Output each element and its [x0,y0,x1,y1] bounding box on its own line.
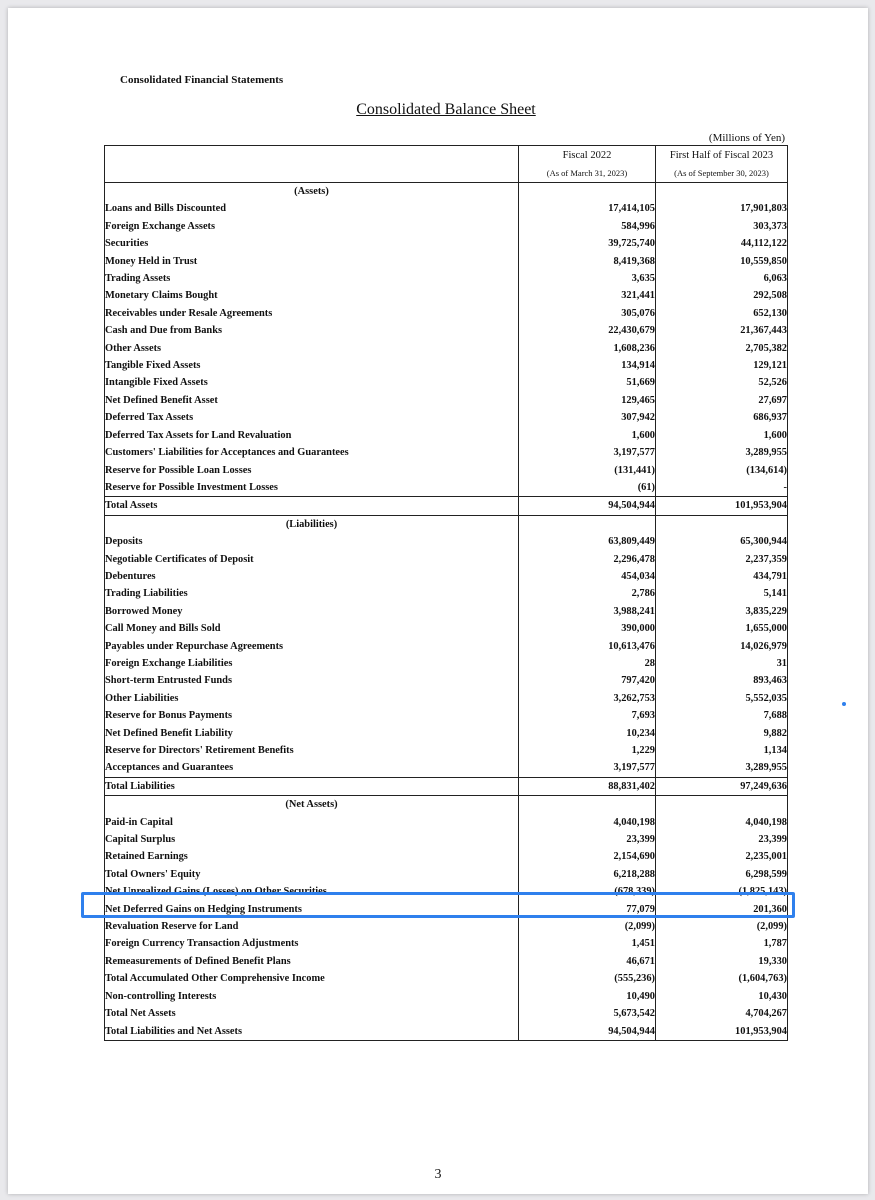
table-row [105,533,788,550]
row-label: Net Unrealized Gains (Losses) on Other Securities [105,883,519,900]
row-label: Reserve for Possible Investment Losses [105,479,519,497]
fiscal-2022-value: 94,504,944 [519,497,656,515]
fiscal-2022-value: 2,296,478 [519,551,656,568]
table-row [105,568,788,585]
first-half-2023-value: 44,112,122 [656,235,788,252]
fiscal-2022-value: 3,262,753 [519,690,656,707]
fiscal-2022-value: (131,441) [519,462,656,479]
row-label: Total Assets [105,497,519,515]
fiscal-2022-value [519,796,656,814]
first-half-2023-value: 2,705,382 [656,340,788,357]
table-row [105,235,788,252]
row-label: Foreign Currency Transaction Adjustments [105,935,519,952]
first-half-2023-value [656,796,788,814]
row-label: Capital Surplus [105,831,519,848]
row-label: Deferred Tax Assets [105,409,519,426]
fiscal-2022-value: 77,079 [519,901,656,918]
fiscal-2022-value: 2,154,690 [519,848,656,865]
first-half-2023-value: 434,791 [656,568,788,585]
first-half-2023-value: 2,235,001 [656,848,788,865]
row-label: Monetary Claims Bought [105,287,519,304]
total-row [105,1023,788,1041]
row-label: Net Deferred Gains on Hedging Instruments [105,901,519,918]
first-half-2023-value: 17,901,803 [656,200,788,217]
row-label: Acceptances and Guarantees [105,759,519,777]
fiscal-2022-value: 1,600 [519,427,656,444]
first-half-2023-value [656,183,788,201]
fiscal-2022-value: 8,419,368 [519,253,656,270]
row-label: Securities [105,235,519,252]
first-half-2023-value: 3,289,955 [656,444,788,461]
first-half-2023-value: 1,600 [656,427,788,444]
fiscal-2022-label: Fiscal 2022 [562,149,612,161]
table-row [105,200,788,217]
fiscal-2022-value: 10,490 [519,988,656,1005]
first-half-2023-value: 652,130 [656,305,788,322]
table-row [105,444,788,461]
fiscal-2022-value: (2,099) [519,918,656,935]
table-row [105,340,788,357]
fiscal-2022-value: 63,809,449 [519,533,656,550]
fiscal-2022-value: 51,669 [519,374,656,391]
fiscal-2022-value: 7,693 [519,707,656,724]
table-row [105,918,788,935]
first-half-2023-value: 3,835,229 [656,603,788,620]
table-row [105,1005,788,1022]
row-label: Reserve for Directors' Retirement Benefits [105,742,519,759]
table-row [105,831,788,848]
balance-sheet-table [104,145,788,1041]
row-label: Payables under Repurchase Agreements [105,638,519,655]
section-row [105,183,788,201]
table-row [105,603,788,620]
fiscal-2022-value: 46,671 [519,953,656,970]
table-row [105,462,788,479]
row-label: Trading Liabilities [105,585,519,602]
fiscal-2022-value: 6,218,288 [519,866,656,883]
first-half-2023-value: 3,289,955 [656,759,788,777]
row-label: Foreign Exchange Liabilities [105,655,519,672]
section-label: (Liabilities) [105,515,519,533]
table-row [105,638,788,655]
first-half-2023-value: 101,953,904 [656,1023,788,1041]
row-label: Total Net Assets [105,1005,519,1022]
fiscal-2022-value: 3,635 [519,270,656,287]
first-half-2023-value: 65,300,944 [656,533,788,550]
fiscal-2022-value: 1,608,236 [519,340,656,357]
row-label: Non-controlling Interests [105,988,519,1005]
total-row [105,497,788,515]
fiscal-2022-value: 1,229 [519,742,656,759]
first-half-2023-value: 4,040,198 [656,814,788,831]
first-half-2023-value: 201,360 [656,901,788,918]
section-row [105,796,788,814]
row-label: Money Held in Trust [105,253,519,270]
fiscal-2022-value: 129,465 [519,392,656,409]
table-row [105,322,788,339]
first-half-2023-value: 9,882 [656,725,788,742]
first-half-2023-value: (1,604,763) [656,970,788,987]
row-label: Deferred Tax Assets for Land Revaluation [105,427,519,444]
table-row [105,585,788,602]
fiscal-2022-value: 94,504,944 [519,1023,656,1041]
fiscal-2022-value: 3,988,241 [519,603,656,620]
row-label: Total Accumulated Other Comprehensive Income [105,970,519,987]
table-row [105,988,788,1005]
table-row [105,814,788,831]
total-row [105,777,788,795]
fiscal-2022-value: 3,197,577 [519,444,656,461]
row-label: Borrowed Money [105,603,519,620]
fiscal-2022-value: 2,786 [519,585,656,602]
row-label: Total Liabilities and Net Assets [105,1023,519,1041]
table-row [105,374,788,391]
fiscal-2022-value: (61) [519,479,656,497]
table-row [105,270,788,287]
fiscal-2022-column-header [519,146,656,183]
row-label: Remeasurements of Defined Benefit Plans [105,953,519,970]
first-half-2023-value [656,515,788,533]
table-row [105,759,788,777]
fiscal-2022-value: 134,914 [519,357,656,374]
first-half-2023-value: 23,399 [656,831,788,848]
row-label: Other Assets [105,340,519,357]
first-half-2023-value: 303,373 [656,218,788,235]
table-row [105,357,788,374]
row-label: Reserve for Bonus Payments [105,707,519,724]
table-row [105,707,788,724]
first-half-2023-value: 5,552,035 [656,690,788,707]
row-label: Net Defined Benefit Liability [105,725,519,742]
row-label: Other Liabilities [105,690,519,707]
first-half-2023-value: 97,249,636 [656,777,788,795]
row-label: Loans and Bills Discounted [105,200,519,217]
row-label: Paid-in Capital [105,814,519,831]
row-label: Foreign Exchange Assets [105,218,519,235]
first-half-2023-value: 6,063 [656,270,788,287]
first-half-2023-value: 14,026,979 [656,638,788,655]
fiscal-2022-value [519,183,656,201]
row-label: Debentures [105,568,519,585]
table-header-row [105,146,788,183]
first-half-2023-value: 129,121 [656,357,788,374]
fiscal-2022-value: 39,725,740 [519,235,656,252]
table-row [105,690,788,707]
fiscal-2022-value: 584,996 [519,218,656,235]
first-half-2023-value: 893,463 [656,672,788,689]
table-row [105,725,788,742]
row-label: Customers' Liabilities for Acceptances and Guarantees [105,444,519,461]
table-row [105,392,788,409]
fiscal-2022-value: 321,441 [519,287,656,304]
first-half-2023-value: (1,825,143) [656,883,788,900]
table-row [105,427,788,444]
blue-dot-marker [842,702,846,706]
first-half-2023-value: 6,298,599 [656,866,788,883]
fiscal-2022-value: 390,000 [519,620,656,637]
row-label: Intangible Fixed Assets [105,374,519,391]
page-title: Consolidated Balance Sheet [356,101,536,118]
row-label: Retained Earnings [105,848,519,865]
first-half-2023-value: (134,614) [656,462,788,479]
row-label: Cash and Due from Banks [105,322,519,339]
table-row [105,848,788,865]
first-half-2023-value: 10,430 [656,988,788,1005]
fiscal-2022-value: 88,831,402 [519,777,656,795]
table-row [105,253,788,270]
first-half-2023-value: 27,697 [656,392,788,409]
first-half-2023-value: (2,099) [656,918,788,935]
first-half-2023-value: 21,367,443 [656,322,788,339]
fiscal-2022-value: 5,673,542 [519,1005,656,1022]
first-half-2023-date: (As of September 30, 2023) [674,167,769,178]
document-heading: Consolidated Financial Statements [120,74,284,86]
fiscal-2022-value: 1,451 [519,935,656,952]
fiscal-2022-value: 3,197,577 [519,759,656,777]
first-half-2023-value: 101,953,904 [656,497,788,515]
first-half-2023-value: 52,526 [656,374,788,391]
first-half-2023-value: 10,559,850 [656,253,788,270]
fiscal-2022-date: (As of March 31, 2023) [546,167,628,178]
table-row [105,883,788,900]
fiscal-2022-value: 305,076 [519,305,656,322]
table-row [105,742,788,759]
unit-note: (Millions of Yen) [708,132,785,144]
table-row [105,287,788,304]
table-row [105,218,788,235]
row-label: Short-term Entrusted Funds [105,672,519,689]
fiscal-2022-value: 454,034 [519,568,656,585]
section-label: (Assets) [105,183,519,201]
section-row [105,515,788,533]
row-label: Net Defined Benefit Asset [105,392,519,409]
row-label: Receivables under Resale Agreements [105,305,519,322]
fiscal-2022-value: 28 [519,655,656,672]
first-half-2023-value: 292,508 [656,287,788,304]
fiscal-2022-value: 10,234 [519,725,656,742]
table-row [105,866,788,883]
table-row [105,305,788,322]
first-half-2023-value: 31 [656,655,788,672]
row-label: Revaluation Reserve for Land [105,918,519,935]
first-half-2023-value: 686,937 [656,409,788,426]
table-row [105,672,788,689]
table-row [105,409,788,426]
table-row [105,970,788,987]
label-column-header [105,146,519,183]
section-label: (Net Assets) [105,796,519,814]
fiscal-2022-value: 797,420 [519,672,656,689]
table-row [105,655,788,672]
first-half-2023-value: 5,141 [656,585,788,602]
first-half-2023-value: 1,655,000 [656,620,788,637]
first-half-2023-value: 1,787 [656,935,788,952]
row-label: Call Money and Bills Sold [105,620,519,637]
fiscal-2022-value: 10,613,476 [519,638,656,655]
table-row [105,620,788,637]
first-half-2023-value: 19,330 [656,953,788,970]
row-label: Reserve for Possible Loan Losses [105,462,519,479]
table-row [105,935,788,952]
fiscal-2022-value: 4,040,198 [519,814,656,831]
table-row [105,551,788,568]
first-half-2023-value: 1,134 [656,742,788,759]
table-body [105,183,788,1041]
table-row [105,479,788,497]
row-label: Trading Assets [105,270,519,287]
fiscal-2022-value: 23,399 [519,831,656,848]
table-row [105,953,788,970]
fiscal-2022-value: 307,942 [519,409,656,426]
row-label: Total Owners' Equity [105,866,519,883]
first-half-2023-value: - [656,479,788,497]
fiscal-2022-value: (678,339) [519,883,656,900]
row-label: Deposits [105,533,519,550]
fiscal-2022-value: 17,414,105 [519,200,656,217]
row-label: Tangible Fixed Assets [105,357,519,374]
first-half-2023-value: 2,237,359 [656,551,788,568]
row-label: Negotiable Certificates of Deposit [105,551,519,568]
first-half-2023-value: 7,688 [656,707,788,724]
first-half-2023-value: 4,704,267 [656,1005,788,1022]
first-half-2023-label: First Half of Fiscal 2023 [669,149,774,161]
first-half-2023-column-header [656,146,788,183]
fiscal-2022-value [519,515,656,533]
fiscal-2022-value: 22,430,679 [519,322,656,339]
table-row [105,901,788,918]
row-label: Total Liabilities [105,777,519,795]
page-number: 3 [434,1167,442,1182]
fiscal-2022-value: (555,236) [519,970,656,987]
